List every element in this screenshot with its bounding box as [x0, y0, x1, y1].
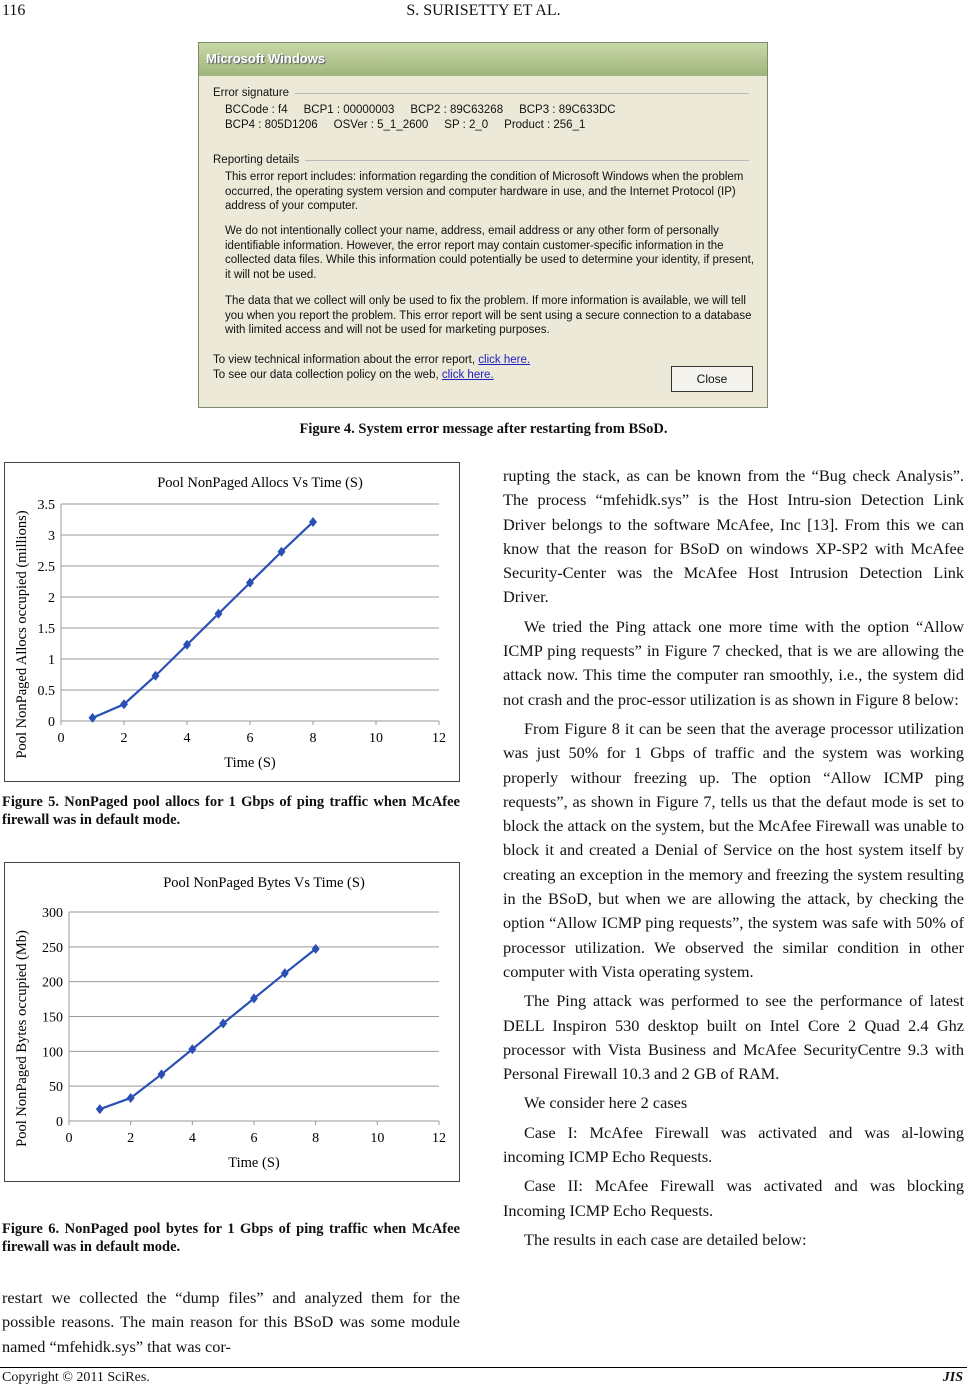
y-axis-label: Pool NonPaged Bytes occupied (Mb) — [14, 930, 30, 1147]
report-paragraph: The data that we collect will only be used to fix the problem. If more information is available, we will tell you when you report the problem. This error report will be sent using a secure connection to a database with limited access and will not be used for marketing purposes. — [225, 295, 752, 336]
figure-5-caption: Figure 5. NonPaged pool allocs for 1 Gbps of ping traffic when McAfee firewall was in default mode. — [2, 794, 460, 828]
footer-copyright: Copyright © 2011 SciRes. — [2, 1370, 150, 1385]
y-tick-label: 1.5 — [37, 622, 55, 637]
x-tick-label: 10 — [370, 1131, 385, 1146]
y-tick-label: 2 — [48, 591, 55, 606]
footer-rule — [0, 1367, 967, 1368]
right-column-text — [503, 464, 964, 1252]
policy-link[interactable]: click here. — [441, 369, 494, 381]
figure-6-caption: Figure 6. NonPaged pool bytes for 1 Gbps of ping traffic when McAfee firewall was in default mode. — [2, 1221, 460, 1255]
error-report-dialog — [198, 42, 768, 408]
x-tick-label: 0 — [57, 731, 65, 746]
x-tick-label: 12 — [432, 731, 446, 746]
x-tick-label: 6 — [250, 1131, 258, 1146]
group-label: Error signature — [213, 87, 290, 99]
x-tick-label: 2 — [120, 731, 128, 746]
x-tick-label: 6 — [246, 731, 254, 746]
paragraph: We tried the Ping attack one more time with the option “Allow ICMP ping requests” in Figure 7 checked, that is we are allowing the attack now. This time the computer ran smoothly, i.e., the system did not crash and the proc-essor utilization is as shown in Figure 8 below: — [503, 616, 964, 709]
y-tick-label: 0.5 — [37, 684, 55, 699]
error-signature-group — [213, 87, 749, 99]
paragraph: Case II: McAfee Firewall was activated and was blocking Incoming ICMP Echo Requests. — [503, 1176, 964, 1220]
dialog-title: Microsoft Windows — [199, 43, 767, 76]
chart-title: Pool NonPaged Bytes Vs Time (S) — [163, 875, 365, 891]
paragraph: From Figure 8 it can be seen that the average processor utilization was just 50% for 1 Gbps of traffic and the system was working properly withour freezing up. The option “Allow ICMP ping requests”, as shown in Figure 7, tells us that the defaut mode is set to block the attack on the system, but the McAfee Firewall was unable to block it and created a Denial of Service on the host system itself by creating an exception in the memory and freezing the system resulting in the BSoD, but when we are allowing the attack, by checking the option “Allow ICMP ping requests”, the system was safe with 50% of processor utilization. We observed the similar condition in other computer with Vista operating system. — [503, 718, 964, 981]
paragraph: The Ping attack was performed to see the performance of latest DELL Inspiron 530 desktop built on Intel Core 2 Quad 2.4 Ghz processor with Vista Business and McAfee SecurityCentre 9.3 with Personal Firewall 10.3 and 2 GB of RAM. — [503, 991, 964, 1084]
tech-info-link[interactable]: click here. — [478, 354, 531, 366]
x-tick-label: 2 — [127, 1131, 135, 1146]
chart-title: Pool NonPaged Allocs Vs Time (S) — [157, 475, 363, 491]
footer-journal: JIS — [942, 1370, 963, 1385]
x-tick-label: 12 — [432, 1131, 446, 1146]
chart-allocs — [4, 462, 460, 782]
x-tick-label: 10 — [369, 731, 383, 746]
data-point — [96, 1104, 104, 1114]
paragraph: The results in each case are detailed below: — [524, 1229, 807, 1249]
y-tick-label: 2.5 — [37, 560, 55, 575]
group-label: Reporting details — [213, 154, 300, 166]
x-tick-label: 8 — [309, 731, 317, 746]
x-axis-label: Time (S) — [224, 755, 276, 771]
y-tick-label: 50 — [49, 1080, 63, 1096]
x-tick-label: 8 — [312, 1131, 320, 1146]
policy-text: To see our data collection policy on the web, — [213, 369, 442, 381]
paragraph: rupting the stack, as can be known from the “Bug check Analysis”. The process “mfehidk.sys” is the Host Intru-sion Detection Link Driver belongs to the software McAfee, Inc [13]. From this we can know that the reason for BSoD on windows XP-SP2 with McAfee Security-Center was the McAfee Host Intrusion Detection Link Driver. — [503, 466, 964, 607]
report-paragraph: This error report includes: information regarding the condition of Microsoft Windows when the problem occurred, the operating system version and computer hardware in use, and the Internet Protocol (IP) address of your computer. — [225, 171, 744, 212]
paragraph: restart we collected the “dump files” and analyzed them for the possible reasons. The main reason for this BSoD was some module named “mfehidk.sys” that was cor- — [2, 1288, 460, 1356]
y-tick-label: 150 — [42, 1010, 63, 1026]
tech-info-text: To view technical information about the error report, — [213, 354, 479, 366]
paragraph: We consider here 2 cases — [524, 1093, 688, 1113]
reporting-details-group — [213, 154, 749, 166]
x-tick-label: 4 — [188, 1131, 196, 1146]
y-tick-label: 1 — [48, 653, 55, 668]
y-tick-label: 3.5 — [37, 498, 55, 513]
report-paragraph: We do not intentionally collect your name, address, email address or any other form of personally identifiable information. However, the error report may contain customer-specific information in the collected data files. While this information could potentially be used to determine your identity, if present, it will not be used. — [225, 225, 755, 281]
signature-line: BCCode : f4 BCP1 : 00000003 BCP2 : 89C63268 BCP3 : 89C633DC — [225, 104, 616, 116]
x-tick-label: 0 — [65, 1131, 73, 1146]
y-tick-label: 100 — [42, 1045, 63, 1061]
x-tick-label: 4 — [183, 731, 191, 746]
y-axis-label: Pool NonPaged Allocs occupied (millions) — [14, 510, 30, 759]
running-header: S. SURISETTY ET AL. — [406, 2, 561, 19]
close-button[interactable]: Close — [671, 366, 753, 392]
y-tick-label: 0 — [48, 715, 55, 730]
chart-bytes — [4, 862, 460, 1182]
paragraph: Case I: McAfee Firewall was activated and was al-lowing incoming ICMP Echo Requests. — [503, 1122, 964, 1167]
signature-line: BCP4 : 805D1206 OSVer : 5_1_2600 SP : 2_0 Product : 256_1 — [225, 119, 586, 131]
y-tick-label: 250 — [42, 940, 63, 956]
y-tick-label: 200 — [42, 975, 63, 991]
page-number: 116 — [2, 2, 26, 19]
y-tick-label: 300 — [42, 906, 63, 921]
left-column-text — [2, 1286, 460, 1359]
figure-4-caption: Figure 4. System error message after restarting from BSoD. — [299, 421, 668, 437]
x-axis-label: Time (S) — [228, 1155, 280, 1171]
y-tick-label: 3 — [48, 529, 55, 544]
y-tick-label: 0 — [56, 1115, 63, 1130]
